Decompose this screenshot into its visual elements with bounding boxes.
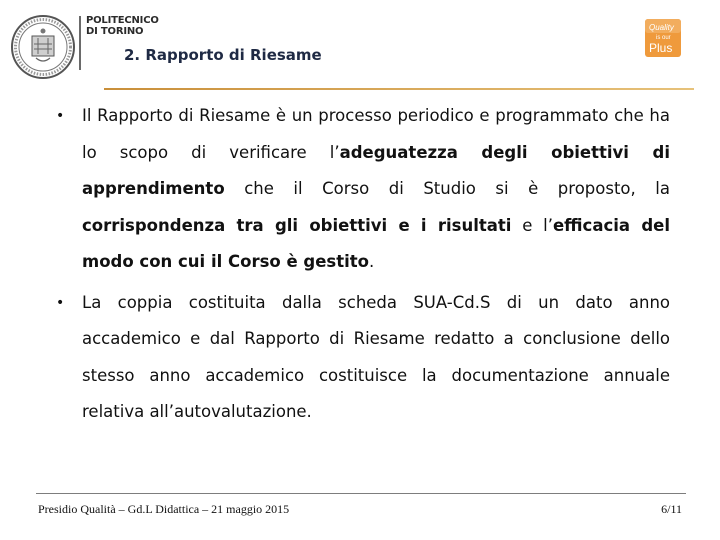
university-name (86, 15, 159, 37)
university-name-line1: POLITECNICO (86, 15, 159, 26)
bullet-marker: • (56, 108, 65, 124)
bullet-item (56, 285, 670, 431)
slide-title: 2. Rapporto di Riesame (124, 46, 322, 64)
university-seal-logo (10, 14, 76, 80)
bullet-marker: • (56, 294, 65, 311)
text-segment: e l’ (511, 215, 553, 235)
quality-logo-word3: Plus (649, 41, 673, 55)
footer-rule (36, 493, 686, 494)
text-segment: Il Rapporto di Riesame è un processo periodico e programmato che ha lo scopo di verificare l’ (82, 106, 670, 162)
bold-text-segment: corrispondenza tra gli obiettivi e i risultati (82, 215, 512, 235)
bold-text-segment: adeguatezza degli obiettivi di apprendimento (82, 142, 670, 198)
bullet-item (56, 98, 670, 281)
text-segment: che il Corso di Studio si è proposto, la (224, 179, 670, 198)
quality-logo-word1: Quality (649, 23, 674, 32)
bold-text-segment: efficacia del modo con cui il Corso è gestito (82, 215, 670, 271)
university-name-line2: DI TORINO (86, 26, 144, 37)
text-segment: La coppia costituita dalla scheda SUA-Cd.S di un dato anno accademico e dal Rapporto di Riesame redatto a conclusione dello stesso anno accademico costituisce la documentazione annuale relativa all’autovalutazione. (82, 292, 670, 421)
footer-text: Presidio Qualità – Gd.L Didattica – 21 maggio 2015 (38, 502, 290, 516)
quality-logo-word2: is our (656, 35, 671, 41)
logo-separator (79, 16, 81, 70)
header-rule (104, 88, 694, 90)
quality-plus-logo (645, 19, 681, 57)
page-number: 6/11 (661, 502, 682, 516)
slide-content (56, 98, 670, 431)
text-segment: . (369, 252, 375, 271)
